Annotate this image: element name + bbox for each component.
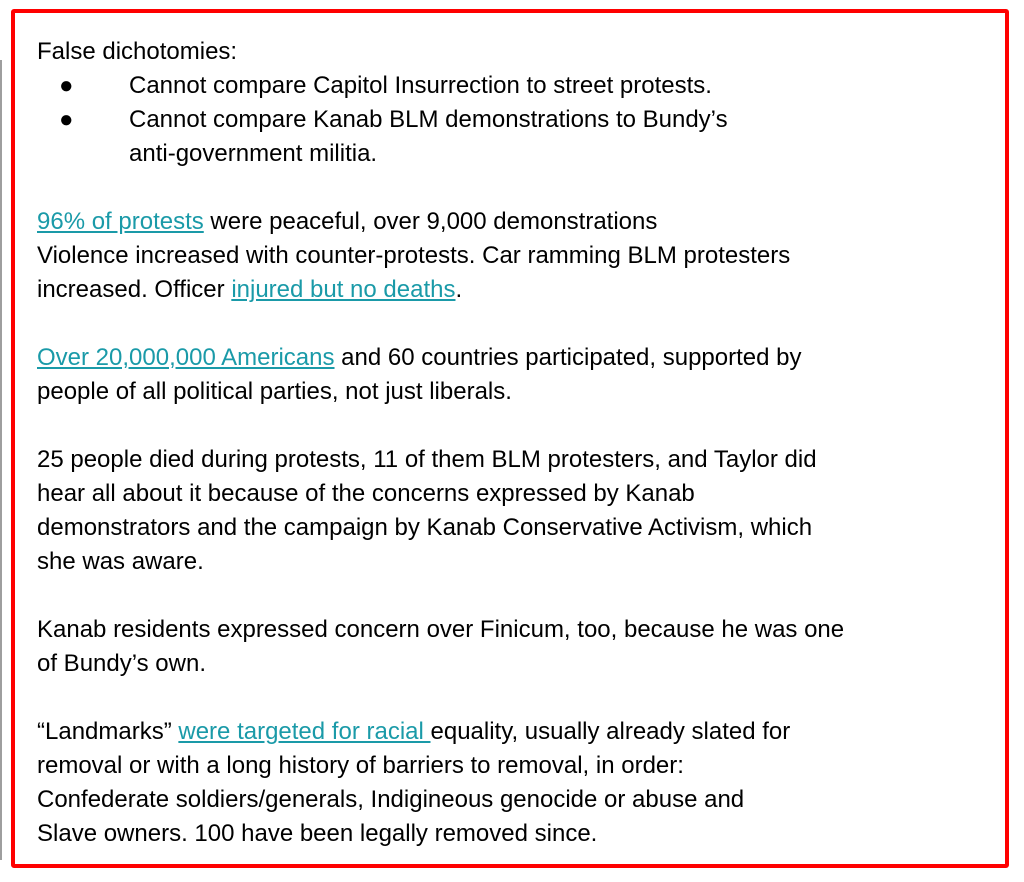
left-edge-divider: [0, 60, 2, 860]
para3-line3: demonstrators and the campaign by Kanab Conservative Activism, which: [37, 514, 813, 541]
link-20-million-americans[interactable]: Over 20,000,000 Americans: [37, 344, 335, 371]
highlight-frame: [11, 9, 1009, 868]
link-targeted-racial[interactable]: were targeted for racial: [178, 718, 431, 745]
bullet-item-kanab: [37, 103, 997, 171]
bullet-text-line1: Cannot compare Kanab BLM demonstrations to Bundy’s: [129, 106, 728, 133]
paragraph-finicum: [37, 613, 997, 681]
para5-line2: removal or with a long history of barriers to removal, in order:: [37, 752, 684, 779]
bullet-item-capitol: [37, 69, 997, 103]
link-96-percent-protests[interactable]: 96% of protests: [37, 208, 204, 235]
bullet-text: Cannot compare Capitol Insurrection to street protests.: [129, 72, 712, 99]
paragraph-peaceful-protests: [37, 205, 997, 307]
para4-line2: of Bundy’s own.: [37, 650, 206, 677]
para1-line2: Violence increased with counter-protests. Car ramming BLM protesters: [37, 242, 791, 269]
para4-line1: Kanab residents expressed concern over Finicum, too, because he was one: [37, 616, 845, 643]
para3-line4: she was aware.: [37, 548, 204, 575]
para3-line1: 25 people died during protests, 11 of them BLM protesters, and Taylor did: [37, 446, 817, 473]
bullet-text-line2: anti-government militia.: [129, 140, 378, 167]
para1-text1: were peaceful, over 9,000 demonstrations: [203, 208, 658, 235]
para3-line2: hear all about it because of the concerns expressed by Kanab: [37, 480, 695, 507]
document-body: [37, 35, 997, 851]
para1-text4: .: [455, 276, 463, 303]
bullet-list: [37, 69, 997, 171]
para5-line3: Confederate soldiers/generals, Indigineous genocide or abuse and: [37, 786, 745, 813]
para1-text3: increased. Officer: [37, 276, 232, 303]
para5-text2: equality, usually already slated for: [430, 718, 791, 745]
para5-line4: Slave owners. 100 have been legally removed since.: [37, 820, 598, 847]
link-injured-no-deaths[interactable]: injured but no deaths: [231, 276, 456, 303]
para2-text1: and 60 countries participated, supported by: [334, 344, 802, 371]
para5-text1: “Landmarks”: [37, 718, 179, 745]
paragraph-landmarks: [37, 715, 997, 851]
para2-line2: people of all political parties, not just liberals.: [37, 378, 512, 405]
paragraph-deaths: [37, 443, 997, 579]
section-heading: False dichotomies:: [37, 38, 238, 65]
bullet-icon: ●: [59, 106, 74, 133]
paragraph-participation: [37, 341, 997, 409]
bullet-icon: ●: [59, 72, 74, 99]
